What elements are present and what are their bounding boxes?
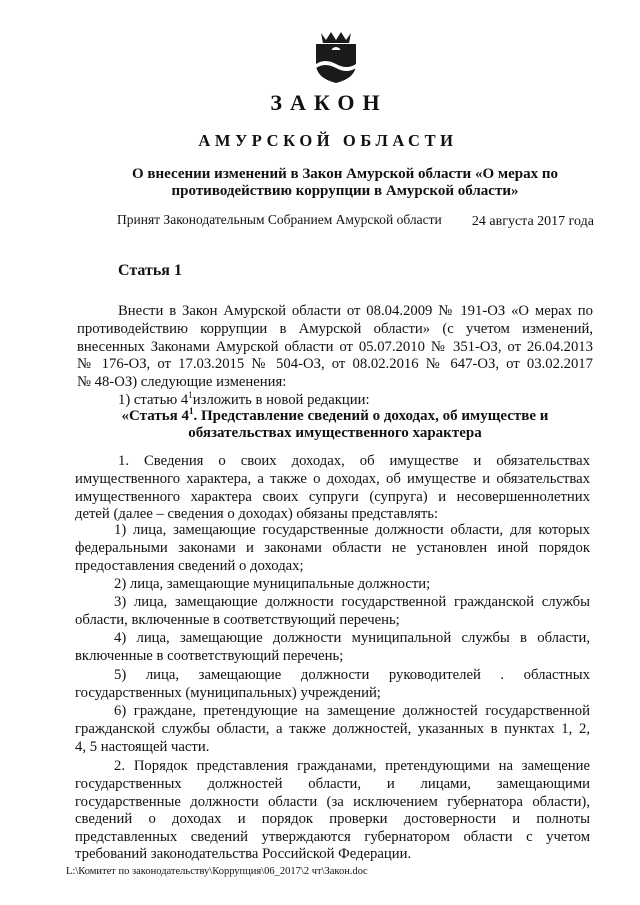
intro-line: [118, 303, 593, 321]
list-item-cont: [75, 721, 590, 756]
text-line: имущественного характера своих супруги (супруга) и несовершеннолетних: [75, 488, 590, 505]
adopted-date: 24 августа 2017 года: [471, 214, 594, 229]
text-line: 6) граждане, претендующие на замещение должностей государственной: [114, 703, 590, 719]
text-line: 2. Порядок представления гражданами, претендующими на замещение: [114, 758, 590, 774]
law-subject-line: противодействию коррупции в Амурской области»: [171, 183, 519, 199]
text-fragment: «Статья 4: [121, 408, 190, 424]
law-subject-line: О внесении изменений в Закон Амурской области «О мерах по: [132, 166, 558, 182]
heading-line: обязательствах имущественного характера: [188, 425, 482, 441]
list-item-cont: [75, 612, 400, 630]
text-line: № 48-ОЗ) следующие изменения:: [77, 373, 287, 390]
paragraph-2: [75, 776, 590, 864]
text-fragment: 1) статью 4: [118, 392, 189, 408]
list-item: [114, 667, 590, 685]
text-line: государственных (муниципальных) учреждений;: [75, 685, 381, 701]
text-line: требований законодательства Российской Федерации.: [75, 846, 412, 863]
text-line: № 176-ОЗ, от 17.03.2015 № 504-ОЗ, от 08.02.2016 № 647-ОЗ, от 03.02.2017: [77, 356, 593, 373]
superscript: 1: [189, 406, 194, 416]
paragraph-1: [75, 471, 590, 524]
text-line: гражданской службы области, а также должностей, указанных в пунктах 1, 2,: [75, 721, 590, 737]
region-title: АМУРСКОЙ ОБЛАСТИ: [198, 131, 458, 150]
amur-region-coat-of-arms-icon: [313, 30, 359, 84]
intro-block: [77, 321, 593, 391]
text-line: включенные в соответствующий перечень;: [75, 648, 344, 664]
text-line: сведений о доходах и порядок проверки достоверности и полноты: [75, 811, 590, 828]
text-line: внесенных Законами Амурской области от 05.07.2010 № 351-ОЗ, от 26.04.2013: [77, 338, 593, 355]
paragraph-2-first: [114, 758, 590, 776]
list-item: [114, 522, 590, 540]
text-line: 2) лица, замещающие муниципальные должности;: [114, 576, 431, 592]
text-line: федеральными законами и законами области не установлен иной порядок: [75, 540, 590, 556]
text-line: противодействию коррупции в Амурской области» (с учетом изменений,: [77, 321, 593, 337]
paragraph-1-first: [118, 453, 590, 471]
text-line: государственных должностей области, и лицами, замещающими: [75, 776, 590, 792]
list-item: [114, 630, 590, 648]
list-item: [114, 703, 590, 721]
text-line: области, включенные в соответствующий перечень;: [75, 612, 400, 628]
law-subject: [110, 166, 580, 200]
list-item: [114, 594, 590, 612]
text-line: предоставления сведений о доходах;: [75, 557, 304, 574]
text-line: детей (далее – сведения о доходах) обязаны представлять:: [75, 506, 439, 523]
heading-line: [100, 408, 570, 425]
text-line: 4, 5 настоящей части.: [75, 738, 210, 755]
list-item: [114, 576, 430, 594]
list-item-cont: [75, 540, 590, 575]
article-heading: Статья 1: [118, 262, 182, 279]
text-line: представленных сведений утверждаются губернатором области с учетом: [75, 828, 590, 845]
item1-line: [118, 392, 370, 410]
text-line: 5) лица, замещающие должности руководителей . областных: [114, 667, 590, 683]
adopted-by: Принят Законодательным Собранием Амурской области: [117, 212, 442, 227]
text-line: 4) лица, замещающие должности муниципальной службы в области,: [114, 630, 590, 646]
text-line: Внести в Закон Амурской области от 08.04.2009 № 191-ОЗ «О мерах по: [118, 303, 593, 319]
file-path-footer: L:\Комитет по законодательству\Коррупция\06_2017\2 чт\Закон.doc: [66, 866, 368, 877]
new-article-heading: [100, 408, 570, 442]
text-line: 1. Сведения о своих доходах, об имуществе и обязательствах: [118, 453, 590, 469]
superscript: 1: [188, 390, 193, 400]
text-line: 3) лица, замещающие должности государственной гражданской службы: [114, 594, 590, 610]
text-fragment: . Представление сведений о доходах, об имуществе и: [193, 408, 549, 424]
text-line: имущественного характера, а также о доходах, об имуществе и обязательствах: [75, 471, 590, 487]
list-item-cont: [75, 685, 381, 703]
list-item-cont: [75, 648, 343, 666]
text-line: 1) лица, замещающие государственные должности области, для которых: [114, 522, 590, 538]
law-title: ЗАКОН: [270, 90, 388, 115]
text-line: государственные должности области (за исключением губернатора области),: [75, 793, 590, 810]
text-fragment: изложить в новой редакции:: [192, 392, 370, 408]
